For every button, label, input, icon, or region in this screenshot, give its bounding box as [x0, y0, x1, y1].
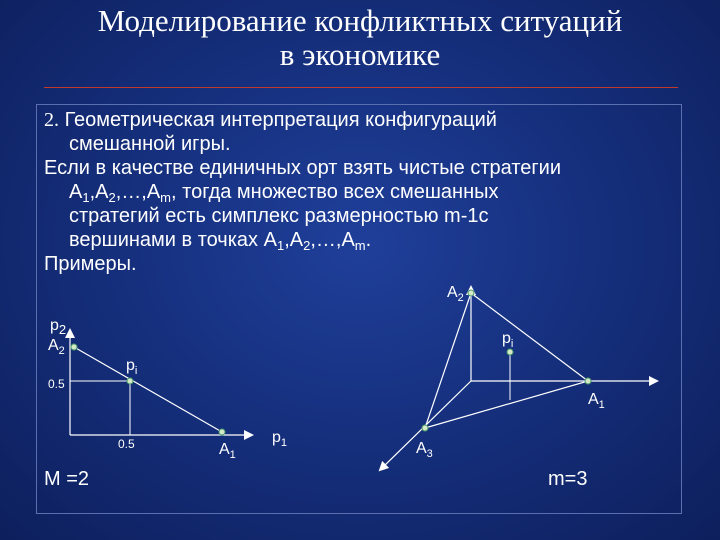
simplex-segment: [74, 347, 222, 432]
x-axis-label: $p_1$: [272, 429, 288, 449]
vertex-a2-label: $A_2$: [48, 337, 65, 357]
para-line-2: $A_1,A_2,\dots,A_m$, тогда множество всех смешанных: [69, 181, 499, 205]
tick-y-label: 0.5: [48, 377, 65, 391]
para-line-1: Если в качестве единичных орт взять чистые стратегии: [44, 157, 562, 179]
item-text-1: Геометрическая интерпретация конфигураций: [64, 109, 497, 131]
vertex-a1-2d: [219, 429, 225, 435]
item-line-2: смешанной игры.: [69, 133, 231, 155]
examples-label: Примеры.: [44, 253, 137, 275]
para-line-3: стратегий есть симплекс размерностью m-1с: [69, 205, 489, 227]
edge-a3-a1: [425, 381, 588, 428]
point-pi-3d-label: $p_i$: [502, 330, 514, 350]
vertex-a2-2d: [71, 344, 77, 350]
simplex-3d-diagram: [380, 284, 657, 470]
vertex-a3-3d: [422, 425, 428, 431]
point-pi-label: $p_i$: [126, 357, 138, 377]
footer-right: m=3: [548, 468, 588, 490]
vertex-a2-3d-label: $A_2$: [447, 284, 464, 304]
vertex-a1-label: $A_1$: [219, 441, 236, 461]
vertex-a3-3d-label: $A_3$: [416, 440, 433, 460]
item-number: 2.: [44, 109, 59, 131]
edge-a2-a3: [425, 293, 471, 428]
vertex-a2-3d: [468, 290, 474, 296]
title-line-1: Моделирование конфликтных ситуаций: [97, 3, 623, 38]
tick-x-label: 0.5: [118, 437, 135, 451]
title-line-2: в экономике: [279, 37, 441, 72]
vertex-a1-3d-label: $A_1$: [588, 391, 605, 411]
footer-left: M =2: [44, 468, 90, 490]
point-pi-2d: [127, 378, 133, 384]
para-line-4: вершинами в точках $A_1,A_2,\dots,A_m$.: [69, 229, 372, 253]
simplex-2d-diagram: [48, 317, 287, 461]
edge-a2-a1: [471, 293, 588, 381]
y-axis-label: $p_2$: [50, 317, 67, 337]
vertex-a1-3d: [585, 378, 591, 384]
